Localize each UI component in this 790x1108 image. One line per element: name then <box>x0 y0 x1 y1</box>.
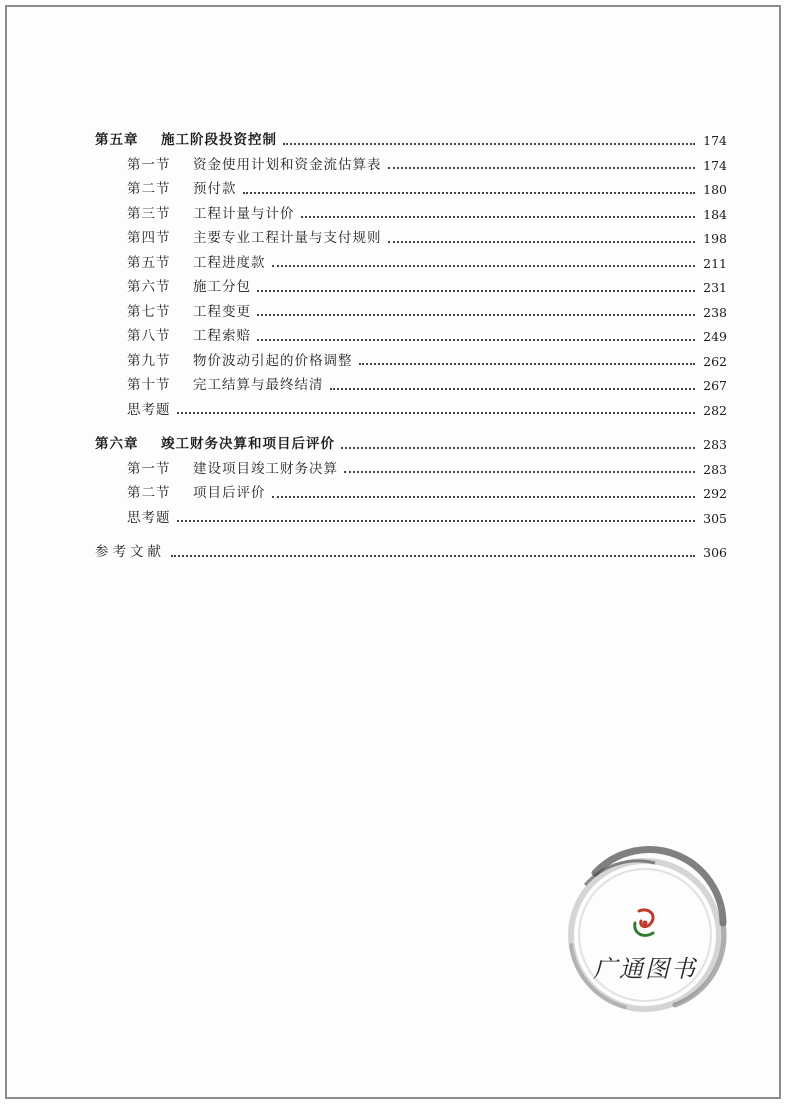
toc-number: 第五章 <box>95 132 139 148</box>
toc-chapter-6[interactable] <box>95 427 727 452</box>
publisher-name: 广通图书 <box>593 955 697 983</box>
publisher-stamp <box>555 845 735 1025</box>
dot-leader <box>177 520 696 522</box>
toc-number: 第一节 <box>127 156 171 173</box>
toc-page-number: 198 <box>703 231 727 246</box>
toc-title: 工程计量与计价 <box>193 205 295 222</box>
toc-page-number: 231 <box>703 280 727 295</box>
dot-leader <box>330 388 696 390</box>
table-of-contents <box>95 123 727 560</box>
toc-section[interactable] <box>95 319 727 344</box>
toc-page-number: 211 <box>703 255 727 271</box>
toc-number: 第八节 <box>127 328 171 344</box>
toc-page-number: 249 <box>703 329 727 344</box>
dot-leader <box>257 339 695 341</box>
toc-chapter-5[interactable] <box>95 123 727 148</box>
dot-leader <box>257 290 695 292</box>
toc-number: 第十节 <box>127 377 171 393</box>
toc-title: 思考题 <box>127 401 171 418</box>
toc-title: 资金使用计划和资金流估算表 <box>193 156 382 173</box>
toc-section[interactable] <box>95 476 727 501</box>
toc-title: 工程进度款 <box>193 254 266 271</box>
toc-title: 思考题 <box>127 509 171 526</box>
toc-section[interactable] <box>95 452 727 477</box>
dot-leader <box>388 167 696 169</box>
toc-section[interactable] <box>95 246 727 271</box>
toc-number: 第六章 <box>95 436 139 452</box>
toc-number: 第三节 <box>127 205 171 222</box>
toc-page-number: 292 <box>703 486 727 501</box>
toc-page-number: 283 <box>703 437 727 452</box>
toc-page-number: 174 <box>703 133 727 148</box>
toc-review-questions[interactable] <box>95 501 727 526</box>
dot-leader <box>341 447 695 449</box>
dot-leader <box>171 555 695 557</box>
toc-title: 施工分包 <box>193 279 251 295</box>
toc-number: 第四节 <box>127 230 171 246</box>
toc-number: 第一节 <box>127 460 171 477</box>
toc-title: 项目后评价 <box>193 485 266 501</box>
toc-title: 工程索赔 <box>193 328 251 344</box>
toc-number: 第五节 <box>127 254 171 271</box>
toc-title: 主要专业工程计量与支付规则 <box>193 230 382 246</box>
toc-title: 施工阶段投资控制 <box>161 132 277 148</box>
toc-title: 参考文献 <box>95 544 165 560</box>
toc-title: 预付款 <box>193 181 237 197</box>
toc-title: 建设项目竣工财务决算 <box>193 460 338 477</box>
dot-leader <box>301 216 696 218</box>
toc-section[interactable] <box>95 148 727 173</box>
toc-number: 第九节 <box>127 352 171 369</box>
toc-review-questions[interactable] <box>95 393 727 418</box>
toc-number: 第七节 <box>127 303 171 320</box>
toc-page-number: 238 <box>703 304 727 320</box>
dot-leader <box>283 143 695 145</box>
toc-page-number: 267 <box>703 378 727 393</box>
toc-section[interactable] <box>95 172 727 197</box>
dot-leader <box>344 471 695 473</box>
toc-section[interactable] <box>95 270 727 295</box>
toc-section[interactable] <box>95 197 727 222</box>
dot-leader <box>272 496 696 498</box>
toc-page-number: 283 <box>703 461 727 477</box>
toc-page-number: 262 <box>703 353 727 369</box>
page-frame <box>5 5 781 1099</box>
dot-leader <box>272 265 696 267</box>
dot-leader <box>257 314 695 316</box>
toc-number: 第二节 <box>127 485 171 501</box>
dot-leader <box>359 363 696 365</box>
dot-leader <box>177 412 696 414</box>
toc-section[interactable] <box>95 368 727 393</box>
toc-title: 工程变更 <box>193 303 251 320</box>
toc-references[interactable] <box>95 535 727 560</box>
toc-page-number: 305 <box>703 510 727 526</box>
toc-number: 第二节 <box>127 181 171 197</box>
toc-title: 竣工财务决算和项目后评价 <box>161 436 335 452</box>
toc-number: 第六节 <box>127 279 171 295</box>
dot-leader <box>243 192 696 194</box>
toc-page-number: 184 <box>703 206 727 222</box>
logo-mark-icon <box>625 903 665 943</box>
dot-leader <box>388 241 696 243</box>
toc-page-number: 174 <box>703 157 727 173</box>
toc-section[interactable] <box>95 344 727 369</box>
toc-title: 物价波动引起的价格调整 <box>193 352 353 369</box>
toc-section[interactable] <box>95 221 727 246</box>
toc-page-number: 306 <box>703 545 727 560</box>
toc-page-number: 282 <box>703 402 727 418</box>
toc-title: 完工结算与最终结清 <box>193 377 324 393</box>
toc-page-number: 180 <box>703 182 727 197</box>
toc-section[interactable] <box>95 295 727 320</box>
